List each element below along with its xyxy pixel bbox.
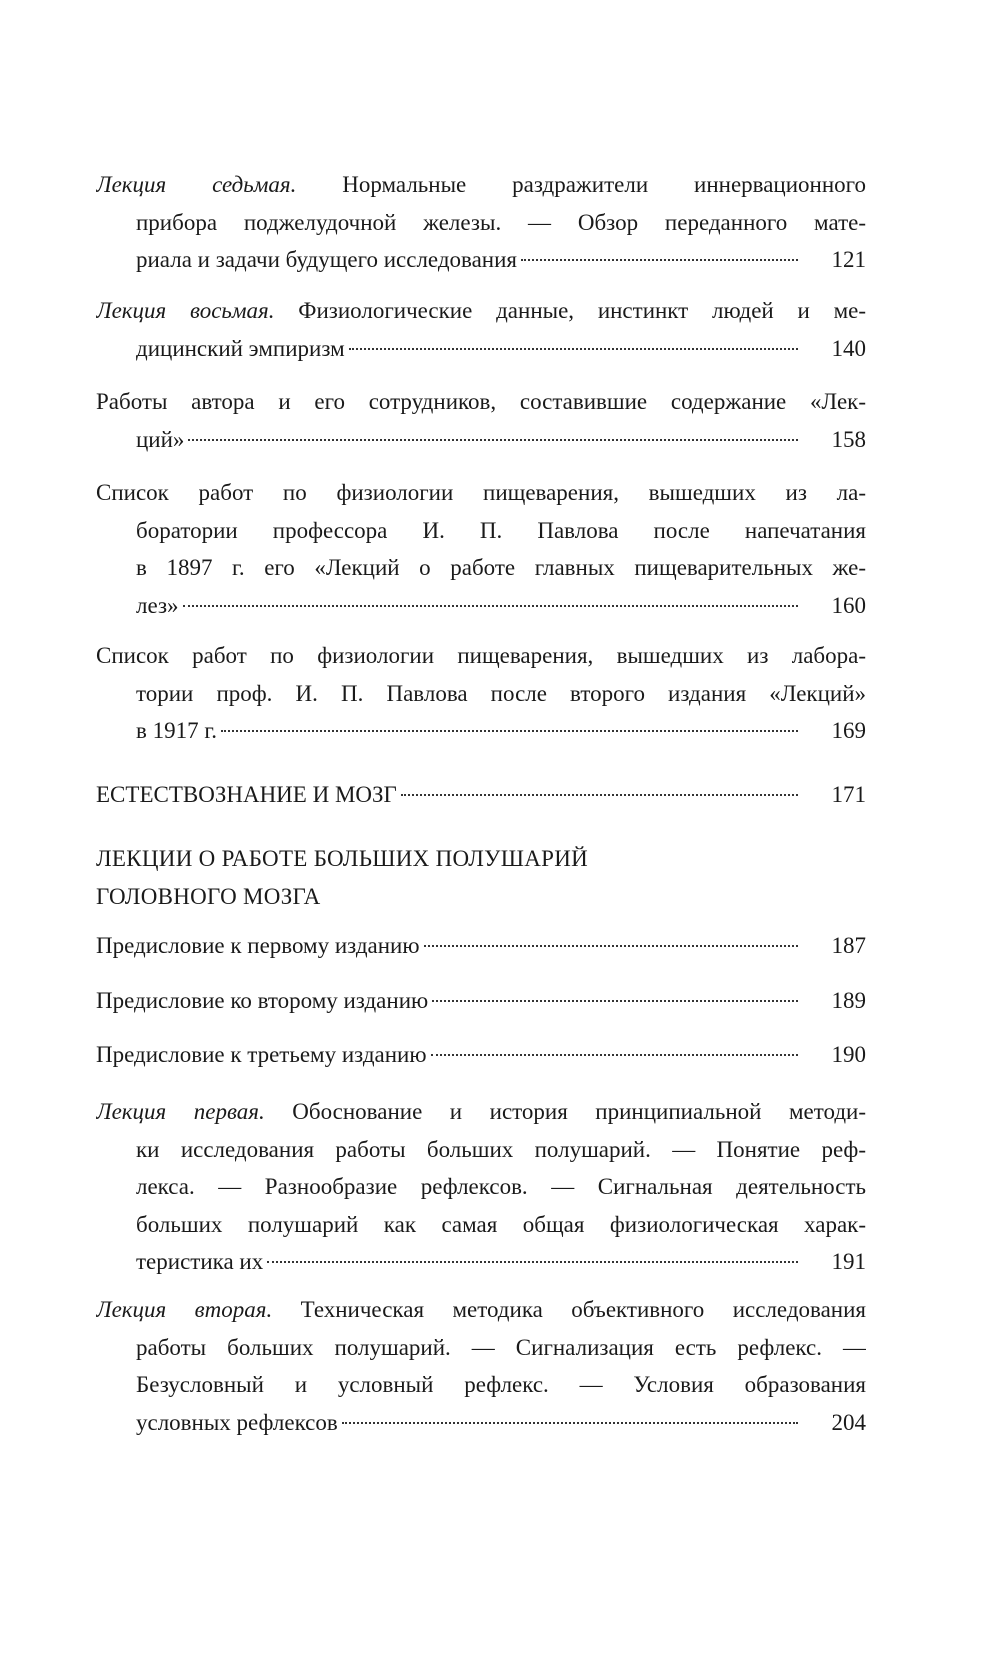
toc-line-last: в 1917 г. 169 xyxy=(96,712,866,750)
toc-entry-preface-1 xyxy=(96,927,866,965)
dot-leader xyxy=(267,1261,798,1263)
toc-line: Лекция восьмая. Физиологические данные, инстинкт людей и ме- xyxy=(96,298,866,323)
toc-line: Работы автора и его сотрудников, составившие содержание «Лек- xyxy=(96,389,866,414)
lecture-label: Лекция вторая. xyxy=(96,1297,273,1322)
dot-leader xyxy=(221,730,798,732)
dot-leader xyxy=(183,605,798,607)
toc-entry-works-list-1897 xyxy=(96,474,866,624)
dot-leader xyxy=(521,259,798,261)
page-number: 204 xyxy=(831,1409,866,1435)
toc-entry-lecture-1 xyxy=(96,1093,866,1281)
toc-line: больших полушарий как самая общая физиологическая харак- xyxy=(136,1211,866,1237)
toc-line: в 1897 г. его «Лекций о работе главных пищеварительных же- xyxy=(136,555,866,580)
page-number: 160 xyxy=(831,592,866,618)
toc-line: лекса. — Разнообразие рефлексов. — Сигнальная деятельность xyxy=(136,1174,866,1199)
toc-line: Список работ по физиологии пищеварения, вышедших из лабора- xyxy=(96,643,866,668)
dot-leader xyxy=(349,348,798,350)
page-number: 169 xyxy=(831,718,866,743)
toc-line: работы больших полушарий. — Сигнализация есть рефлекс. — xyxy=(136,1334,866,1360)
dot-leader xyxy=(342,1422,798,1424)
toc-line: тории проф. И. П. Павлова после второго издания «Лекций» xyxy=(136,680,866,706)
toc-line-last: дицинский эмпиризм 140 xyxy=(96,330,866,368)
toc-line: прибора поджелудочной железы. — Обзор переданного мате- xyxy=(136,209,866,235)
page-number: 158 xyxy=(831,426,866,452)
lecture-label: Лекция первая. xyxy=(96,1099,265,1124)
dot-leader xyxy=(424,945,798,947)
section-heading: ЛЕКЦИИ О РАБОТЕ БОЛЬШИХ ПОЛУШАРИЙ ГОЛОВНОГО МОЗГА xyxy=(96,846,589,909)
toc-entry-author-works xyxy=(96,383,866,458)
toc-line: Лекция седьмая. Нормальные раздражители иннервационного xyxy=(96,172,866,197)
toc-entry-works-list-1917 xyxy=(96,637,866,750)
lecture-label: Лекция восьмая. xyxy=(96,298,275,323)
toc-line-last: Предисловие к третьему изданию 190 xyxy=(96,1036,866,1074)
toc-line: ки исследования работы больших полушарий. — Понятие реф- xyxy=(136,1136,866,1162)
dot-leader xyxy=(401,794,798,796)
page-number: 189 xyxy=(831,988,866,1013)
toc-line: боратории профессора И. П. Павлова после напечатания xyxy=(136,517,866,543)
toc-entry-lecture-2 xyxy=(96,1291,866,1441)
dot-leader xyxy=(188,439,798,441)
toc-entry-lecture-7 xyxy=(96,166,866,279)
page-number: 191 xyxy=(831,1249,866,1274)
lecture-label: Лекция седьмая. xyxy=(96,172,297,197)
dot-leader xyxy=(432,1000,798,1002)
toc-line-last: лез» 160 xyxy=(96,587,866,625)
page-number: 190 xyxy=(831,1042,866,1067)
page-number: 187 xyxy=(831,933,866,958)
toc-line-last: ЕСТЕСТВОЗНАНИЕ И МОЗГ 171 xyxy=(96,776,866,814)
toc-line: Список работ по физиологии пищеварения, вышедших из ла- xyxy=(96,480,866,505)
toc-entry-natural-science-brain xyxy=(96,776,866,814)
page-number: 171 xyxy=(831,782,866,807)
toc-entry-preface-2 xyxy=(96,982,866,1020)
toc-line-last: теристика их 191 xyxy=(96,1243,866,1281)
toc-entry-preface-3 xyxy=(96,1036,866,1074)
toc-entry-lecture-8 xyxy=(96,292,866,367)
dot-leader xyxy=(431,1054,798,1056)
toc-line-last: условных рефлексов 204 xyxy=(96,1404,866,1442)
toc-line: Лекция первая. Обоснование и история принципиальной методи- xyxy=(96,1099,866,1124)
toc-line-last: риала и задачи будущего исследования 121 xyxy=(96,241,866,279)
toc-line: Безусловный и условный рефлекс. — Условия образования xyxy=(136,1372,866,1397)
page-number: 121 xyxy=(831,247,866,272)
toc-line-last: ций» 158 xyxy=(96,421,866,459)
toc-line: Лекция вторая. Техническая методика объективного исследования xyxy=(96,1297,866,1322)
toc-line-last: Предисловие ко второму изданию 189 xyxy=(96,982,866,1020)
page-number: 140 xyxy=(831,335,866,361)
toc-line-last: Предисловие к первому изданию 187 xyxy=(96,927,866,965)
